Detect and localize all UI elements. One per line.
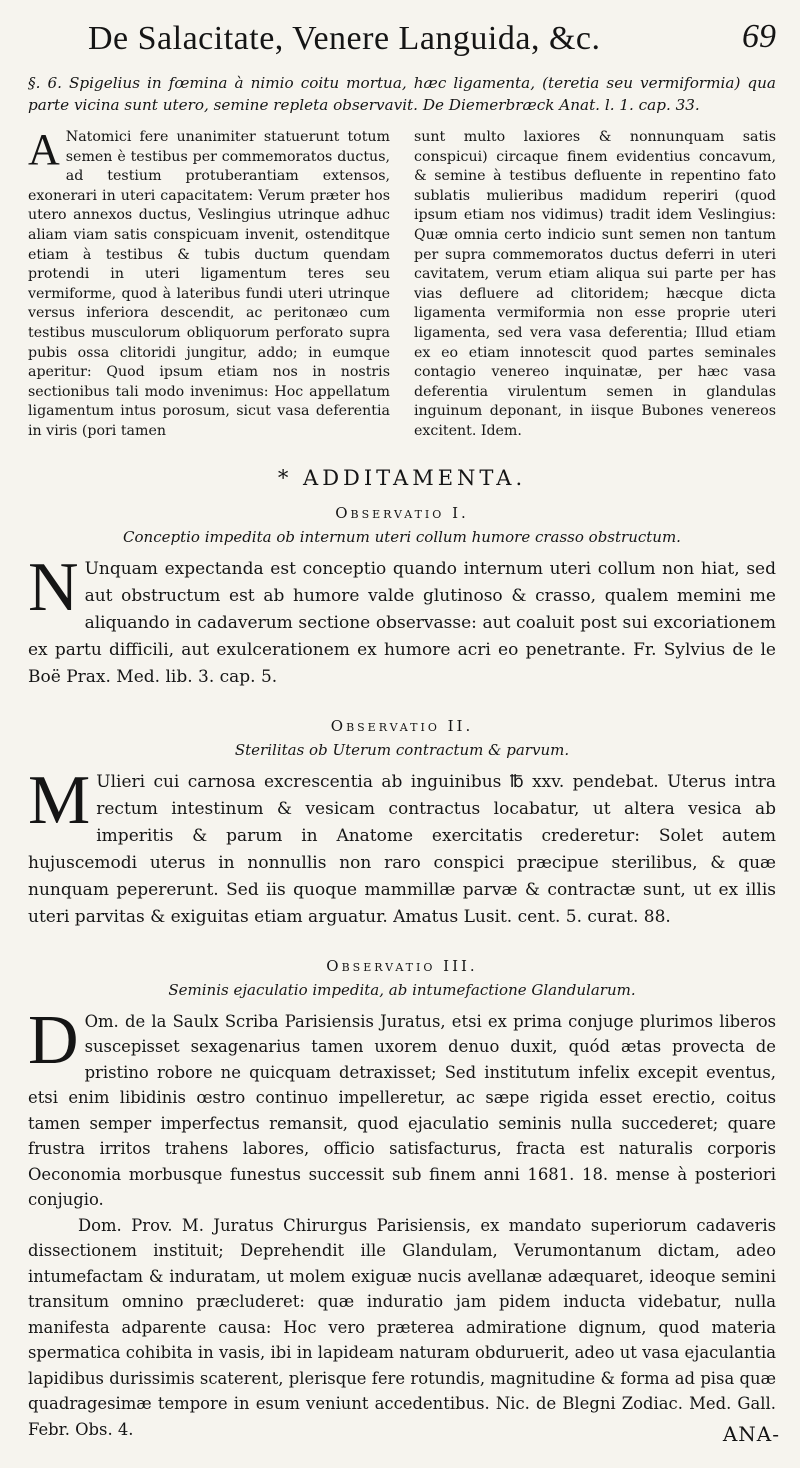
obs1-title: Observatio I.: [335, 503, 469, 522]
obs1-text: Unquam expectanda est conceptio quando internum uteri collum non hiat, sed aut obstructum est ab humore valde glutinoso & crasso, qualem memini me aliquando in cadaverum sectione observasse: aut coaluit post sui excoriationem ex partu difficili, aut exulcerationem ex humore acri eo penetrante. Fr. Sylvius de le Boë Prax. Med. lib. 3. cap. 5.: [28, 558, 776, 687]
left-column: [28, 125, 390, 442]
additamenta-heading: * ADDITAMENTA.: [277, 465, 527, 490]
page-number: 69: [742, 18, 776, 55]
observation-2: [28, 717, 776, 931]
obs3-title: Observatio III.: [326, 956, 478, 975]
observation-3: [28, 957, 776, 1443]
left-column-text: Natomici fere unanimiter statuerunt totum semen è testibus per commemoratos ductus, ad testium protuberantiam extensos, exonerari in uteri capacitatem: Verum præter hos utero annexos ductus, Veslingius utrinque adhuc aliam viam satis conspicuam invenit, ostenditque etiam à testibus & tubis ductum quendam protendi in uteri ligamentum teres seu vermiforme, quod à lateribus fundi uteri utrinque versus inferiora descendit, ac peritonæo cum testibus musculorum obliquorum perforato supra pubis ossa clitoridi jungitur, addo; in eumque aperitur: Quod ipsum etiam nos in nostris sectionibus tali modo invenimus: Hoc appellatum ligamentum intus porosum, sicut vasa deferentia in viris (pori tamen: [28, 129, 390, 439]
obs2-subtitle: Sterilitas ob Uterum contractum & parvum.: [234, 740, 570, 759]
catchword: ANA-: [722, 1422, 780, 1446]
drop-cap-m: M: [28, 761, 91, 839]
page: [28, 14, 776, 1442]
obs1-subtitle: Conceptio impedita ob internum uteri collum humore crasso obstructum.: [123, 527, 681, 546]
obs2-title: Observatio II.: [330, 716, 474, 735]
running-head-title: De Salacitate, Venere Languida, &c.: [88, 20, 601, 57]
obs3-text-2: Dom. Prov. M. Juratus Chirurgus Parisiensis, ex mandato superiorum cadaveris dissectionem instituit; Deprehendit ille Glandulam, Verumontanum dictam, adeo intumefactam & induratam, ut molem exiguæ nucis avellanæ adæquaret, ideoque semini transitum omnino præcluderet: quæ induratio jam pidem inducta videbatur, nulla manifesta adparente causa: Hoc vero præterea admiratione dignum, quod materia spermatica cohibita in vasis, ibi in lapideam naturam obduruerit, adeo ut vasa ejaculantia lapidibus durissimis scaterent, plerisque fere rotundis, magnitudine & forma ad pisa quæ quadragesimæ tempore in esum veniunt accedentibus. Nic. de Blegni Zodiac. Med. Gall. Febr. Obs. 4.: [28, 1215, 776, 1439]
observation-1: [28, 504, 776, 691]
drop-cap-d: D: [28, 1001, 79, 1079]
right-column: [414, 128, 776, 442]
two-column-block: [28, 125, 776, 442]
obs3-text-1: Om. de la Saulx Scriba Parisiensis Juratus, etsi ex prima conjuge plurimos liberos suscepisset sexagenarius tamen uxorem denuo duxit, quód ætas provecta de pristino robore ne quicquam detraxisset; Sed institutum infelix excepit eventus, etsi enim libidinis œstro continuo impelleretur, ac sæpe rigida esset erectio, coitus tamen semper imperfectus remansit, quod ejaculatio seminis nulla succederet; quare frustra irritos trahens labores, officio satisfacturus, fracta est naturalis corporis Oeconomia morbusque funestus successit sub finem anni 1681. 18. mense à posteriori conjugio.: [28, 1011, 776, 1209]
obs2-text: Ulieri cui carnosa excrescentia ab inguinibus ℔ xxv. pendebat. Uterus intra rectum intestinum & vesicam contractus locabatur, ut altera vesica ab imperitis & parum in Anatome exercitatis crederetur: Solet autem hujuscemodi uterus in nonnullis non raro conspici præcipue sterilibus, & quæ nunquam pepererunt. Sed iis quoque mammillæ parvæ & contractæ sunt, ut ex illis uteri parvitas & exiguitas etiam arguatur. Amatus Lusit. cent. 5. curat. 88.: [28, 771, 776, 927]
obs3-subtitle: Seminis ejaculatio impedita, ab intumefactione Glandularum.: [168, 980, 636, 999]
drop-cap-n: N: [28, 548, 79, 626]
running-head: [28, 14, 776, 68]
right-column-text: sunt multo laxiores & nonnunquam satis conspicui) circaque finem evidentius concavum, & semine à testibus defluente in repentino fato sublatis mulieribus madidum reperiri (quod ipsum etiam nos vidimus) tradit idem Veslingius: Quæ omnia certo indicio sunt semen non tantum per supra commemoratos ductus deferri in uteri cavitatem, verum etiam aliqua sui parte per has vias defluere ad clitoridem; hæcque dicta ligamenta vermiformia non esse proprie uteri ligamenta, sed vera vasa deferentia; Illud etiam ex eo etiam innotescit quod partes seminales contagio venereo inquinatæ, per hæc vasa deferentia virulentum semen in glandulas inguinum deponant, in iisque Bubones venereos excitent. Idem.: [414, 129, 776, 439]
lead-paragraph: §. 6. Spigelius in fœmina à nimio coitu mortua, hæc ligamenta, (teretia seu vermiformia) qua parte vicina sunt utero, semine repleta observavit. De Diemerbræck Anat. l. 1. cap. 33.: [28, 74, 776, 114]
drop-cap-a: A: [28, 125, 60, 174]
